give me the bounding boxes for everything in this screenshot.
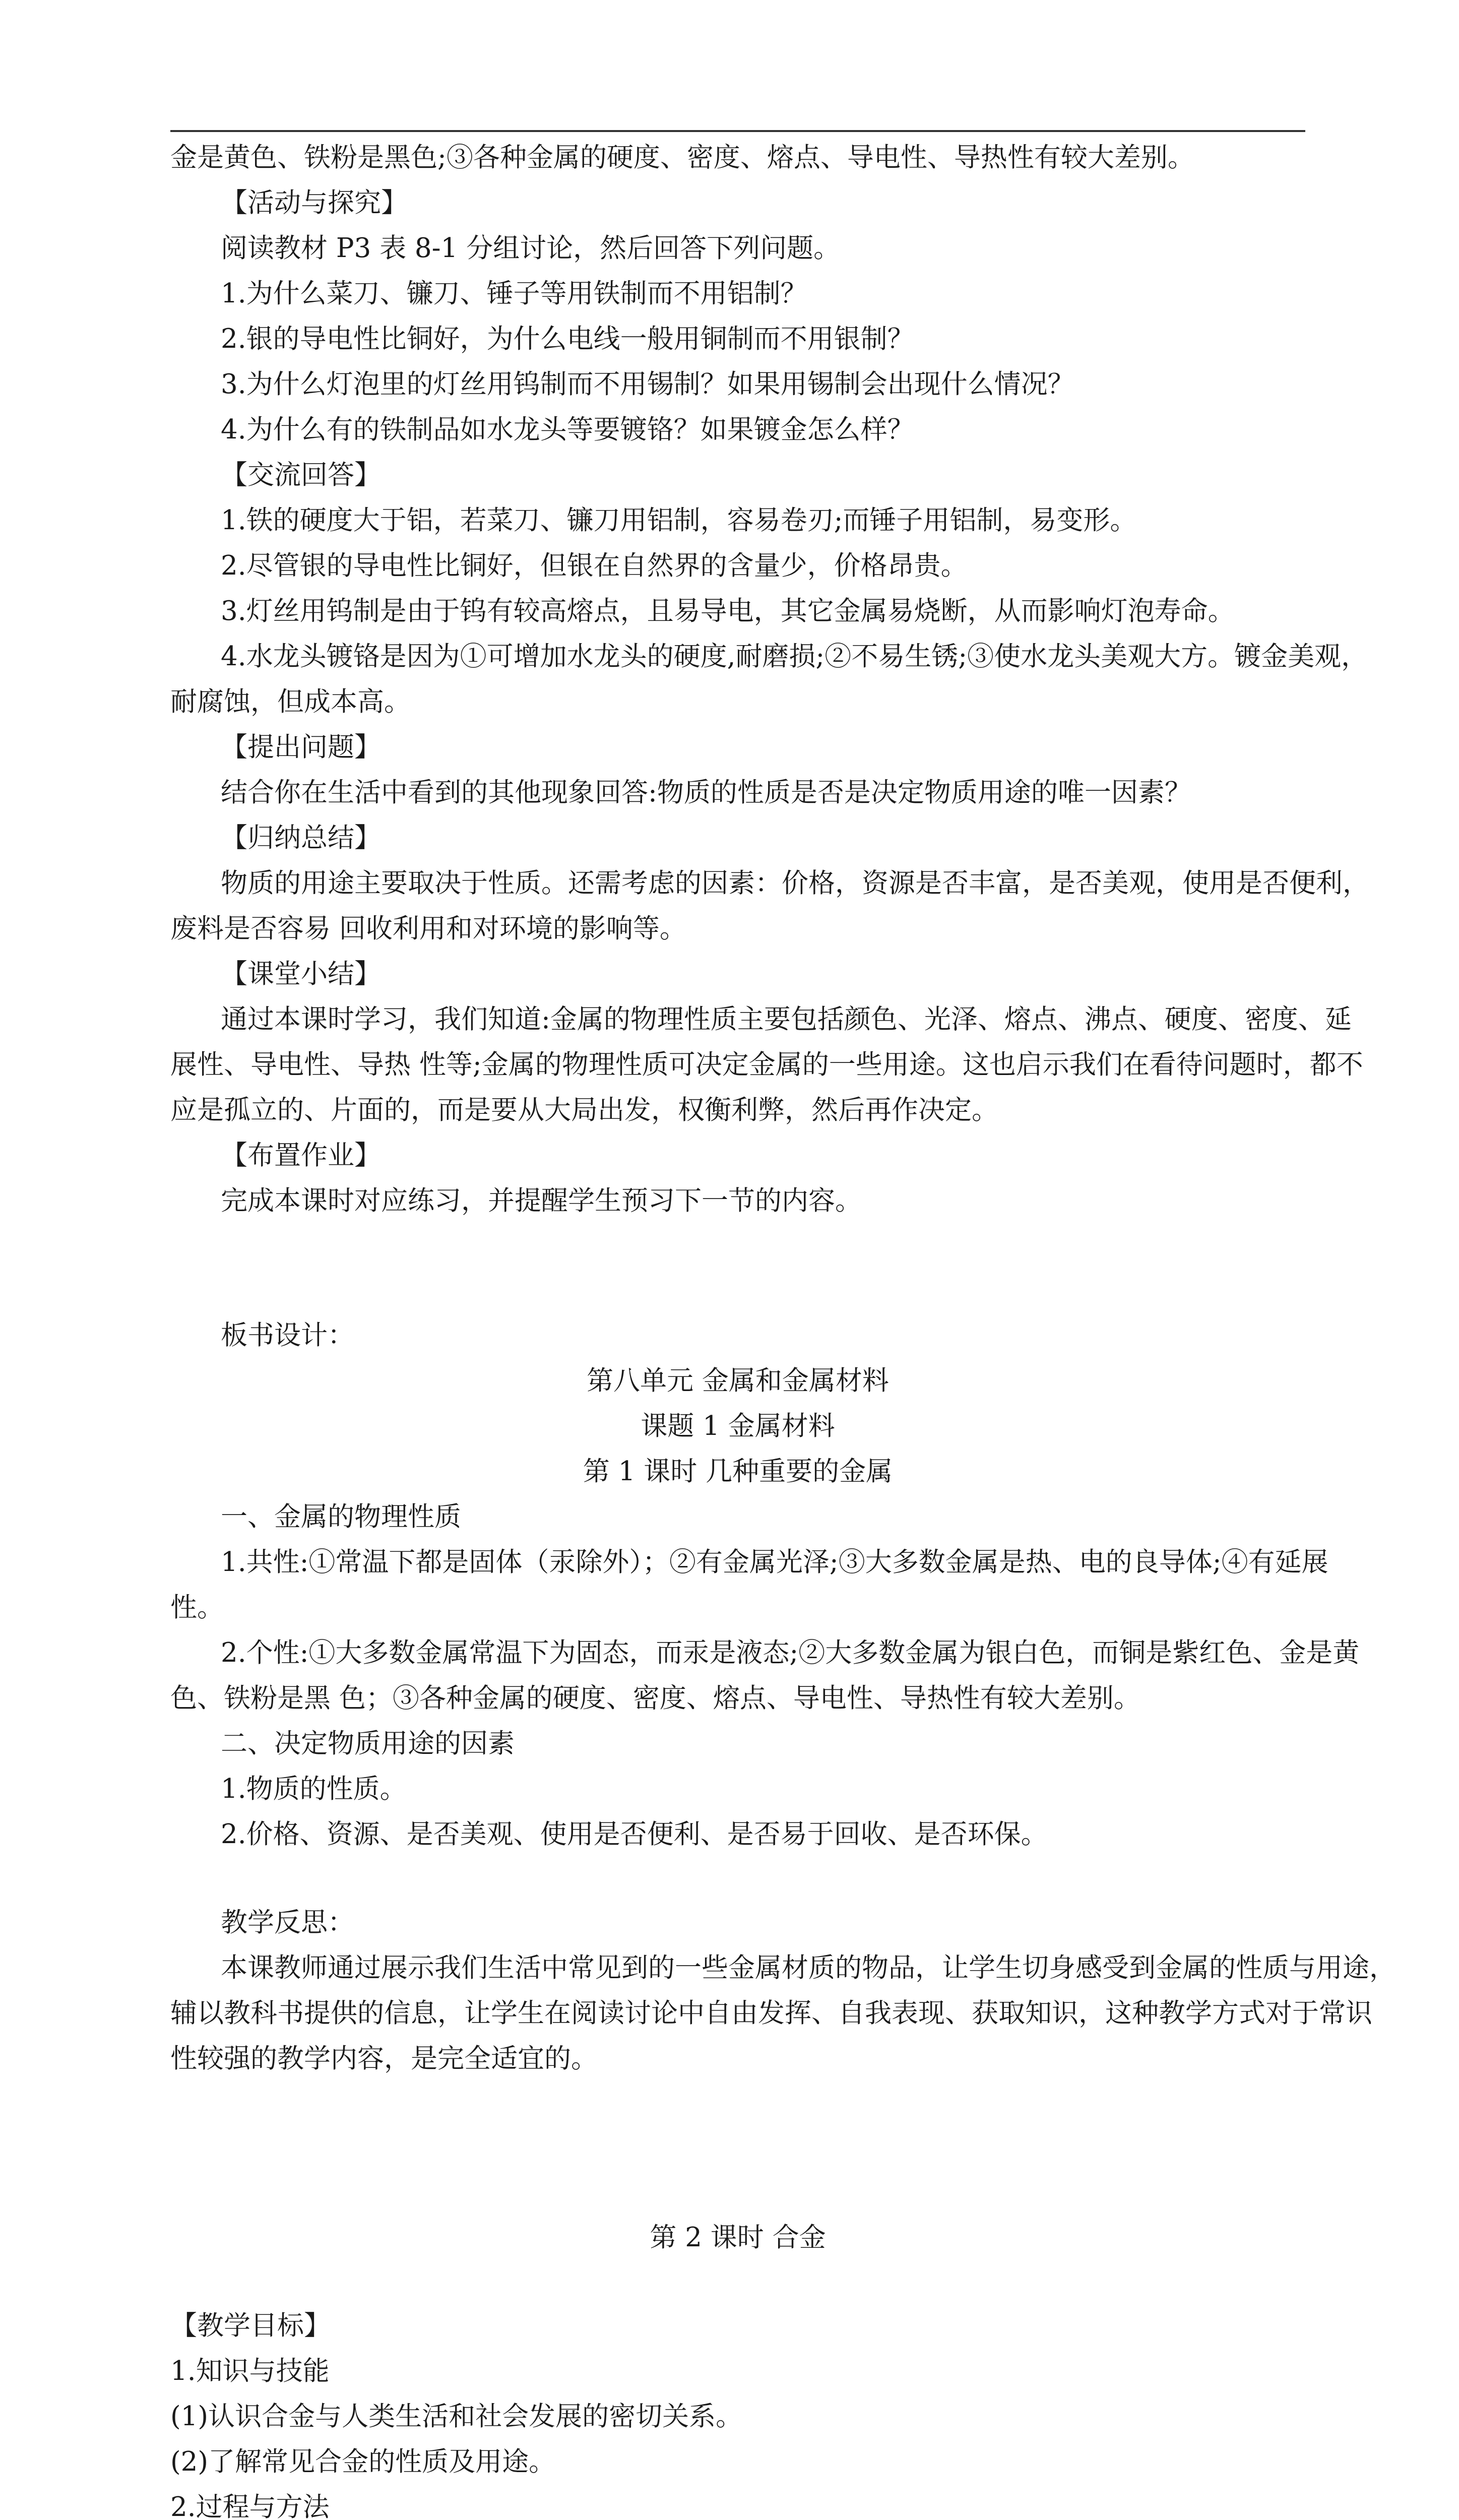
question-item: 1.为什么菜刀、镰刀、锤子等用铁制而不用铝制？: [221, 278, 807, 309]
board-design-label: 板书设计：: [221, 1320, 354, 1351]
section-heading: 【课堂小结】: [221, 959, 381, 989]
text-line: 结合你在生活中看到的其他现象回答:物质的性质是否是决定物质用途的唯一因素？: [221, 777, 1191, 808]
board-title: 第八单元 金属和金属材料: [587, 1365, 889, 1396]
text-line: (1)认识合金与人类生活和社会发展的密切关系。: [170, 2401, 743, 2432]
text-line: 应是孤立的、片面的，而是要从大局出发，权衡利弊，然后再作决定。: [170, 1095, 998, 1125]
text-line: 色、铁粉是黑 色；③各种金属的硬度、密度、熔点、导电性、导热性有较大差别。: [170, 1683, 1140, 1714]
section-heading: 【教学目标】: [170, 2310, 331, 2341]
text-line: 本课教师通过展示我们生活中常见到的一些金属材质的物品，让学生切身感受到金属的性质与用途，: [221, 1952, 1396, 1983]
answer-item: 2.尽管银的导电性比铜好，但银在自然界的含量少，价格昂贵。: [221, 550, 968, 581]
text-line: 2.个性:①大多数金属常温下为固态，而汞是液态;②大多数金属为银白色，而铜是紫红色、金是黄: [221, 1637, 1360, 1668]
section-heading: 【布置作业】: [221, 1140, 381, 1171]
text-line: 1.知识与技能: [170, 2356, 330, 2386]
text-line: 耐腐蚀，但成本高。: [170, 686, 411, 717]
text-line: 展性、导电性、导热 性等;金属的物理性质可决定金属的一些用途。这也启示我们在看待问题时，都不: [170, 1049, 1363, 1080]
text-line: 阅读教材 P3 表 8-1 分组讨论，然后回答下列问题。: [221, 233, 841, 264]
answer-item: 4.水龙头镀铬是因为①可增加水龙头的硬度,耐磨损;②不易生锈;③使水龙头美观大方。镀金美观，: [221, 641, 1368, 672]
reflection-label: 教学反思：: [221, 1907, 354, 1938]
header-rule: [170, 130, 1305, 132]
text-line: 性较强的教学内容，是完全适宜的。: [170, 2043, 598, 2074]
text-line: 1.物质的性质。: [221, 1774, 407, 1804]
text-line: 完成本课时对应练习，并提醒学生预习下一节的内容。: [221, 1185, 862, 1216]
text-line: 废料是否容易 回收利用和对环境的影响等。: [170, 913, 686, 944]
section-heading: 【活动与探究】: [221, 187, 408, 218]
section-heading: 【交流回答】: [221, 460, 381, 490]
text-line: 一、金属的物理性质: [221, 1501, 461, 1532]
text-line: 通过本课时学习，我们知道:金属的物理性质主要包括颜色、光泽、熔点、沸点、硬度、密度、延: [221, 1004, 1352, 1035]
text-line: 2.价格、资源、是否美观、使用是否便利、是否易于回收、是否环保。: [221, 1819, 1048, 1850]
question-item: 4.为什么有的铁制品如水龙头等要镀铬？如果镀金怎么样？: [221, 414, 914, 445]
board-lesson-title: 第 1 课时 几种重要的金属: [583, 1456, 893, 1487]
text-line: 性。: [170, 1592, 224, 1623]
question-item: 3.为什么灯泡里的灯丝用钨制而不用锡制？如果用锡制会出现什么情况？: [221, 369, 1074, 400]
board-subtitle: 课题 1 金属材料: [641, 1411, 835, 1441]
text-line: (2)了解常见合金的性质及用途。: [170, 2446, 556, 2477]
question-item: 2.银的导电性比铜好，为什么电线一般用铜制而不用银制？: [221, 324, 914, 354]
section-heading: 【提出问题】: [221, 732, 381, 763]
text-line: 金是黄色、铁粉是黑色;③各种金属的硬度、密度、熔点、导电性、导热性有较大差别。: [170, 142, 1194, 173]
lesson-title: 第 2 课时 合金: [650, 2222, 826, 2253]
section-heading: 【归纳总结】: [221, 823, 381, 853]
answer-item: 3.灯丝用钨制是由于钨有较高熔点，且易导电，其它金属易烧断，从而影响灯泡寿命。: [221, 596, 1235, 626]
text-line: 1.共性:①常温下都是固体（汞除外）；②有金属光泽;③大多数金属是热、电的良导体;④有延展: [221, 1547, 1328, 1578]
text-line: 物质的用途主要取决于性质。还需考虑的因素：价格，资源是否丰富，是否美观，使用是否便利，: [221, 868, 1369, 899]
text-line: 二、决定物质用途的因素: [221, 1728, 515, 1759]
answer-item: 1.铁的硬度大于铝，若菜刀、镰刀用铝制，容易卷刃;而锤子用铝制，易变形。: [221, 505, 1137, 536]
text-line: 辅以教科书提供的信息，让学生在阅读讨论中自由发挥、自我表现、获取知识，这种教学方式对于常识: [170, 1998, 1372, 2029]
text-line: 2.过程与方法: [170, 2492, 330, 2520]
